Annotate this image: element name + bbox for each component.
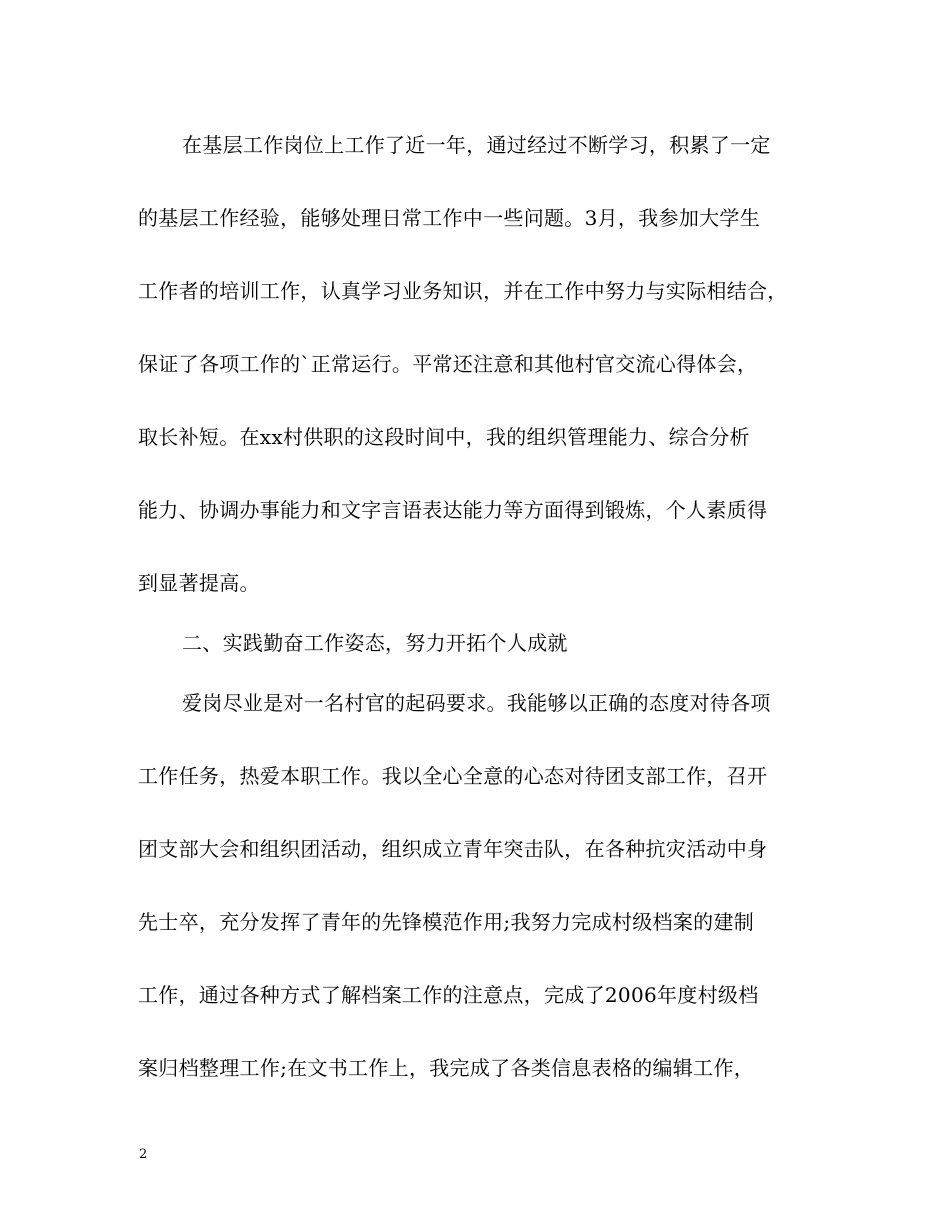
page-number: 2 [139,1147,148,1162]
paragraph-line: 的基层工作经验，能够处理日常工作中一些问题。3月，我参加大学生 [138,206,761,230]
paragraph-line: 爱岗尽业是对一名村官的起码要求。我能够以正确的态度对待各项 [182,691,771,715]
paragraph-line: 取长补短。在xx村供职的这段时间中，我的组织管理能力、综合分析 [138,425,750,449]
paragraph-line: 在基层工作岗位上工作了近一年，通过经过不断学习，积累了一定 [182,133,771,157]
paragraph-line: 团支部大会和组织团活动，组织成立青年突击队，在各种抗灾活动中身 [138,837,768,861]
section-heading: 二、实践勤奋工作姿态，努力开拓个人成就 [182,631,568,655]
paragraph-line: 工作任务，热爱本职工作。我以全心全意的心态对待团支部工作，召开 [138,764,768,788]
paragraph-line: 能力、协调办事能力和文字言语表达能力等方面得到锻炼，个人素质得 [138,498,768,522]
paragraph-line: 案归档整理工作;在文书工作上，我完成了各类信息表格的编辑工作， [138,1056,755,1080]
paragraph-line: 先士卒，充分发挥了青年的先锋模范作用;我努力完成村级档案的建制 [138,910,755,934]
paragraph-line: 工作者的培训工作，认真学习业务知识，并在工作中努力与实际相结合， [138,279,788,303]
paragraph-line: 保证了各项工作的`正常运行。平常还注意和其他村官交流心得体会， [138,352,758,376]
paragraph-line: 工作，通过各种方式了解档案工作的注意点，完成了2006年度村级档 [138,983,759,1007]
paragraph-line: 到显著提高。 [138,571,260,595]
